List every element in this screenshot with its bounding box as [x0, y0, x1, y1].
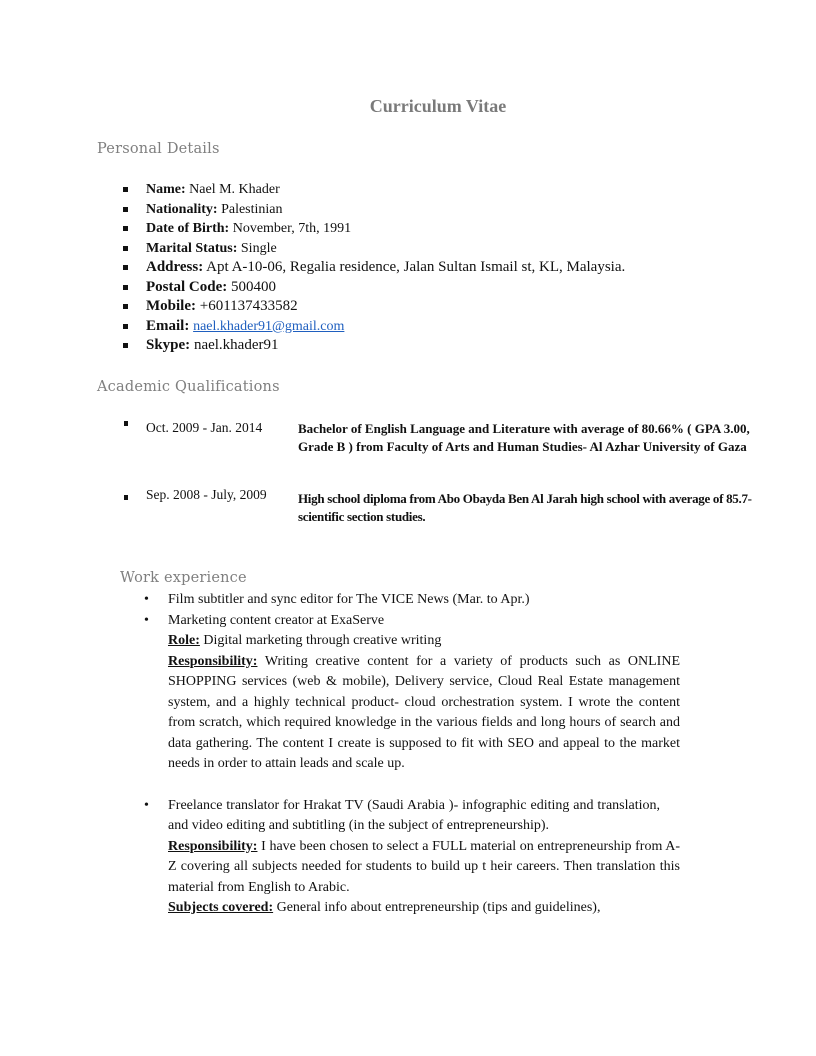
page-title: Curriculum Vitae	[369, 96, 507, 116]
bullet-dot-icon: •	[144, 592, 149, 607]
address-label: Address:	[146, 259, 204, 275]
academic-qualifications-heading: Academic Qualifications	[97, 379, 280, 395]
dob-label: Date of Birth:	[146, 221, 230, 236]
work-experience-heading: Work experience	[120, 570, 247, 586]
work-item	[142, 611, 702, 775]
marital-status-item	[120, 239, 760, 259]
mobile-value: +601137433582	[199, 298, 298, 314]
work-item	[142, 590, 702, 611]
bullet-dot-icon: •	[144, 612, 149, 628]
address-value: Apt A-10-06, Regalia residence, Jalan Sultan Ismail st, KL, Malaysia.	[206, 259, 626, 275]
square-bullet-icon	[123, 207, 128, 212]
marital-status-label: Marital Status:	[146, 240, 238, 256]
square-bullet-icon	[123, 285, 128, 290]
personal-details-heading: Personal Details	[97, 141, 220, 157]
square-bullet-icon	[123, 265, 128, 270]
academic-description: Bachelor of English Language and Literature with average of 80.66% ( GPA 3.00, Grade B ) from Faculty of Arts and Human Studies- Al Azhar University of Gaza	[298, 421, 750, 454]
dob-item	[120, 219, 760, 239]
skype-label: Skype:	[146, 337, 191, 353]
mobile-item	[120, 297, 760, 317]
mobile-label: Mobile:	[146, 298, 196, 314]
subjects-text: General info about entrepreneurship (tips and guidelines),	[276, 900, 601, 915]
square-bullet-icon	[124, 495, 128, 500]
responsibility-label: Responsibility:	[168, 838, 258, 854]
responsibility-text: I have been chosen to select a FULL material on entrepreneurship from A-Z covering all subjects needed for students to build up t heir careers. Then translation this material from English to Arabic.	[168, 838, 680, 895]
marital-status-value: Single	[240, 240, 277, 256]
nationality-item	[120, 200, 760, 220]
square-bullet-icon	[123, 304, 128, 309]
academic-date: Oct. 2009 - Jan. 2014	[146, 420, 263, 435]
address-item	[120, 258, 760, 278]
subjects-label: Subjects covered:	[168, 900, 274, 915]
name-value: Nael M. Khader	[189, 182, 280, 197]
skype-value: nael.khader91	[193, 337, 279, 353]
nationality-label: Nationality:	[146, 201, 218, 217]
square-bullet-icon	[124, 421, 128, 426]
postal-code-label: Postal Code:	[146, 278, 228, 295]
square-bullet-icon	[123, 246, 128, 251]
square-bullet-icon	[123, 324, 128, 329]
square-bullet-icon	[123, 343, 128, 348]
academic-date: Sep. 2008 - July, 2009	[146, 487, 267, 502]
email-item	[120, 317, 760, 337]
work-item-title: Freelance translator for Hrakat TV (Saudi Arabia )- infographic editing and translation, and video editing and subtitling (in the subject of entrepreneurship).	[168, 797, 660, 833]
role-text: Digital marketing through creative writing	[203, 633, 442, 648]
personal-details-list	[120, 180, 760, 356]
name-label: Name:	[146, 182, 186, 197]
square-bullet-icon	[123, 226, 128, 231]
nationality-value: Palestinian	[221, 201, 283, 217]
subjects-paragraph	[168, 898, 680, 919]
dob-value: November, 7th, 1991	[232, 221, 352, 236]
square-bullet-icon	[123, 187, 128, 192]
responsibility-label: Responsibility:	[168, 653, 258, 669]
email-link[interactable]: nael.khader91@gmail.com	[193, 318, 345, 334]
skype-item	[120, 336, 760, 356]
responsibility-text: Writing creative content for a variety of products such as ONLINE SHOPPING services (web & mobile), Delivery service, Cloud Real Estate management system, and a highly technical product- cloud orchestration system. I wrote the content from scratch, which required knowledge in the various fields and long hours of search and data gathering. The content I create is supposed to fit with SEO and appeal to the market needs in order to attain leads and scale up.	[168, 653, 681, 771]
work-item-title: Marketing content creator at ExaServe	[168, 612, 385, 628]
postal-code-value: 500400	[231, 278, 276, 295]
work-experience-list	[142, 590, 702, 919]
bullet-dot-icon: •	[144, 797, 149, 813]
work-item-title: Film subtitler and sync editor for The VICE News (Mar. to Apr.)	[168, 592, 530, 607]
email-label: Email:	[146, 317, 190, 334]
work-item	[142, 796, 702, 919]
postal-code-item	[120, 278, 760, 298]
role-label: Role:	[168, 633, 200, 648]
role-paragraph	[168, 631, 680, 652]
responsibility-paragraph	[168, 837, 680, 899]
name-item	[120, 180, 760, 200]
academic-description: High school diploma from Abo Obayda Ben Al Jarah high school with average of 85.7- scientific section studies.	[298, 491, 752, 524]
responsibility-paragraph	[168, 652, 680, 775]
